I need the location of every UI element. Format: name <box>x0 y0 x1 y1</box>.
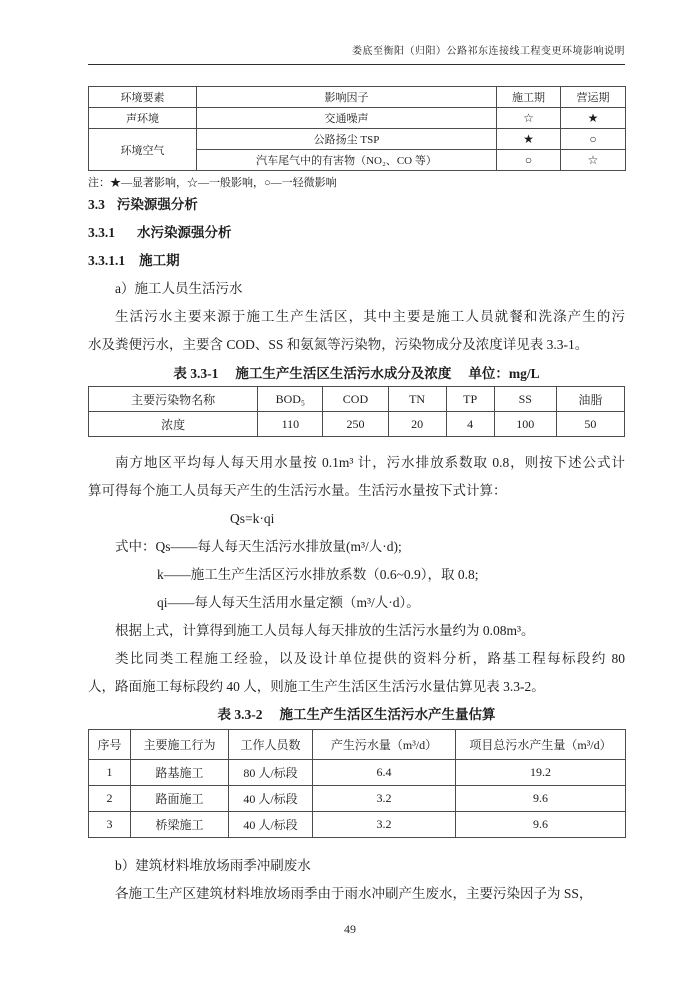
section-title: 水污染源强分析 <box>137 225 232 240</box>
section-number: 3.3.1 <box>88 225 115 240</box>
col-header: 油脂 <box>556 387 624 412</box>
paragraph-line: 人，路面施工每标段约 40 人，则施工生产生活区生活污水量估算见表 3.3-2。 <box>88 679 545 694</box>
sewage-cell: 6.4 <box>313 760 456 786</box>
seq-cell: 2 <box>89 786 131 812</box>
paragraph-5: 各施工生产区建筑材料堆放场雨季由于雨水冲刷产生废水，主要污染因子为 SS， <box>115 886 593 901</box>
list-item-b: b）建筑材料堆放场雨季冲刷废水 <box>115 858 311 873</box>
table-title: 施工生产生活区生活污水成分及浓度 <box>235 366 452 381</box>
total-cell: 9.6 <box>456 812 626 838</box>
definition-line: qi——每人每天生活用水量定额（m³/人·d）。 <box>157 595 420 610</box>
value-cell: 50 <box>556 412 624 437</box>
sewage-cell: 3.2 <box>313 812 456 838</box>
workers-cell: 40 人/标段 <box>229 786 313 812</box>
section-heading-3-3 <box>88 191 625 219</box>
circle-icon: ○ <box>561 129 626 150</box>
factor-cell: 汽车尾气中的有害物（NO₂、CO 等） <box>197 150 497 171</box>
factor-cell: 交通噪声 <box>197 108 497 129</box>
paragraph-line: 生活污水主要来源于施工生产生活区，其中主要是施工人员就餐和洗涤产生的污 <box>115 309 625 324</box>
page-header <box>88 44 625 65</box>
table-row <box>89 812 626 838</box>
page-number: 49 <box>344 922 356 936</box>
formula-definitions <box>88 533 625 617</box>
activity-cell: 路面施工 <box>131 786 229 812</box>
activity-cell: 路基施工 <box>131 760 229 786</box>
col-header: 工作人员数 <box>229 730 313 760</box>
workers-cell: 40 人/标段 <box>229 812 313 838</box>
section-title: 施工期 <box>139 253 180 268</box>
sewage-concentration-table <box>88 386 625 437</box>
seq-cell: 1 <box>89 760 131 786</box>
table-title: 施工生产生活区生活污水产生量估算 <box>279 707 496 722</box>
row-label: 浓度 <box>89 412 258 437</box>
total-cell: 9.6 <box>456 786 626 812</box>
col-header: 项目总污水产生量（m³/d） <box>456 730 626 760</box>
table-label: 表 3.3-1 <box>173 366 219 381</box>
value-cell: 110 <box>258 412 323 437</box>
col-header: COD <box>323 387 388 412</box>
table-row <box>89 108 626 129</box>
table-row <box>89 760 626 786</box>
col-header-element: 环境要素 <box>89 87 197 108</box>
table-header-row <box>89 387 625 412</box>
header-title: 娄底至衡阳（归阳）公路祁东连接线工程变更环境影响说明 <box>352 46 625 57</box>
value-cell: 100 <box>494 412 556 437</box>
section-title: 污染源强分析 <box>116 197 198 212</box>
element-cell-merged: 环境空气 <box>89 129 197 171</box>
impact-factors-table <box>88 86 626 171</box>
paragraph-line: 类比同类工程施工经验，以及设计单位提供的资料分析，路基工程每标段约 80 <box>115 651 625 666</box>
table-row <box>89 412 625 437</box>
filled-star-icon: ★ <box>497 129 561 150</box>
total-cell: 19.2 <box>456 760 626 786</box>
seq-cell: 3 <box>89 812 131 838</box>
section-number: 3.3 <box>88 197 105 212</box>
table-header-row <box>89 730 626 760</box>
col-header-operation: 营运期 <box>561 87 626 108</box>
table-label: 表 3.3-2 <box>217 707 263 722</box>
paragraph-2 <box>88 449 625 505</box>
impact-table-header-row <box>89 87 626 108</box>
element-cell: 声环境 <box>89 108 197 129</box>
sewage-cell: 3.2 <box>313 786 456 812</box>
table-legend-note: 注：★—显著影响，☆—一般影响，○—一轻微影响 <box>88 177 337 189</box>
col-header: BOD₅ <box>258 387 323 412</box>
col-header: TN <box>388 387 446 412</box>
col-header: TP <box>446 387 494 412</box>
factor-cell: 公路扬尘 TSP <box>197 129 497 150</box>
paragraph-3: 根据上式，计算得到施工人员每人每天排放的生活污水量约为 0.08m³。 <box>115 623 535 638</box>
circle-icon: ○ <box>497 150 561 171</box>
definition-line: 式中：Qs——每人每天生活污水排放量(m³/人·d); <box>115 539 402 554</box>
col-header: 主要污染物名称 <box>89 387 258 412</box>
open-star-icon: ☆ <box>497 108 561 129</box>
definition-line: k——施工生产生活区污水排放系数（0.6~0.9），取 0.8; <box>157 567 479 582</box>
value-cell: 250 <box>323 412 388 437</box>
list-item-a: a）施工人员生活污水 <box>115 281 243 296</box>
col-header: 产生污水量（m³/d） <box>313 730 456 760</box>
col-header: 主要施工行为 <box>131 730 229 760</box>
paragraph-line: 南方地区平均每人每天用水量按 0.1m³ 计，污水排放系数取 0.8，则按下述公式计 <box>115 455 625 470</box>
workers-cell: 80 人/标段 <box>229 760 313 786</box>
table-row <box>89 786 626 812</box>
open-star-icon: ☆ <box>561 150 626 171</box>
table-3-3-2-caption <box>88 701 625 729</box>
paragraph-1 <box>88 303 625 359</box>
table-3-3-1-caption <box>88 361 625 386</box>
table-row <box>89 129 626 150</box>
col-header-construction: 施工期 <box>497 87 561 108</box>
section-number: 3.3.1.1 <box>88 253 126 268</box>
value-cell: 20 <box>388 412 446 437</box>
filled-star-icon: ★ <box>561 108 626 129</box>
col-header: 序号 <box>89 730 131 760</box>
value-cell: 4 <box>446 412 494 437</box>
paragraph-line: 水及粪便污水，主要含 COD、SS 和氨氮等污染物，污染物成分及浓度详见表 3.3-1。 <box>88 337 589 352</box>
col-header-factor: 影响因子 <box>197 87 497 108</box>
col-header: SS <box>494 387 556 412</box>
table-unit: 单位：mg/L <box>468 366 540 381</box>
paragraph-line: 算可得每个施工人员每天产生的生活污水量。生活污水量按下式计算： <box>88 483 507 498</box>
sewage-estimate-table <box>88 729 626 838</box>
section-heading-3-3-1-1 <box>88 247 625 275</box>
activity-cell: 桥梁施工 <box>131 812 229 838</box>
paragraph-4 <box>88 645 625 701</box>
formula-qs: Qs=k·qi <box>230 511 275 526</box>
section-heading-3-3-1 <box>88 219 625 247</box>
